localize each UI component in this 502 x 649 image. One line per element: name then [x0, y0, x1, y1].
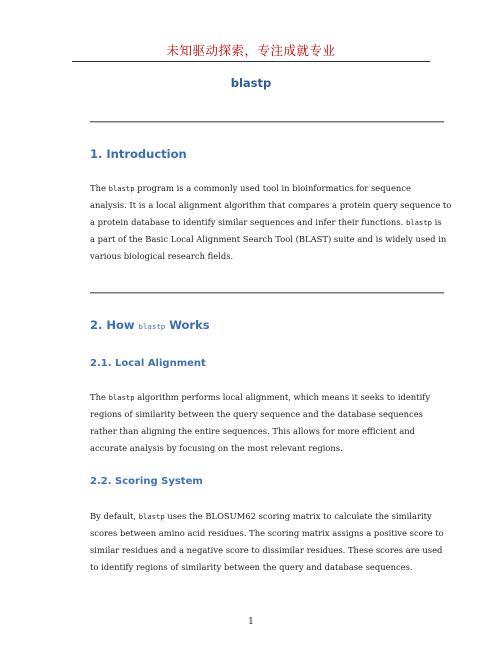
heading-local-alignment: 2.1. Local Alignment: [90, 358, 206, 369]
text-span: is: [431, 217, 442, 227]
text-span: Works: [165, 318, 210, 332]
page-number: 1: [248, 617, 254, 627]
text-line: similar residues and a negative score to dissimilar residues. These scores are used: [90, 545, 443, 555]
text-span: program is a commonly used tool in bioinformatics for sequence: [134, 183, 411, 193]
text-span: algorithm performs local alignment, which means it seeks to identify: [134, 392, 431, 402]
text-line: to identify regions of similarity between the query and database sequences.: [90, 562, 413, 572]
text-line: [90, 214, 446, 231]
inline-code: blastp: [405, 218, 432, 227]
inline-code: blastp: [108, 393, 135, 402]
page-header: 未知驱动探索，专注成就专业: [166, 43, 336, 58]
inline-code: blastp: [138, 322, 166, 331]
heading-how-blastp-works: [90, 318, 210, 332]
text-span: By default,: [90, 511, 139, 521]
text-line: [90, 180, 446, 197]
heading-scoring-system: 2.2. Scoring System: [90, 476, 203, 487]
text-span: 2. How: [90, 318, 139, 332]
text-line: scores between amino acid residues. The scoring matrix assigns a positive score to: [90, 528, 444, 538]
text-line: a part of the Basic Local Alignment Search Tool (BLAST) suite and is widely used in: [90, 234, 447, 244]
document-title: blastp: [230, 76, 272, 90]
text-line: accurate analysis by focusing on the most relevant regions.: [90, 443, 343, 453]
text-span: a protein database to identify similar sequences and infer their functions.: [90, 217, 406, 227]
text-line: rather than aligning the entire sequences. This allows for more efficient and: [90, 426, 416, 436]
scoring-system-paragraph: [90, 508, 446, 576]
section-divider-1: [90, 121, 444, 122]
heading-introduction: 1. Introduction: [90, 147, 187, 161]
section-divider-2: [90, 292, 444, 293]
text-line: various biological research fields.: [90, 251, 234, 261]
text-span: uses the BLOSUM62 scoring matrix to calculate the similarity: [164, 511, 432, 521]
header-divider: [72, 61, 430, 62]
text-line: [90, 389, 446, 406]
local-alignment-paragraph: [90, 389, 446, 457]
text-span: The: [90, 392, 109, 402]
text-line: [90, 508, 446, 525]
inline-code: blastp: [138, 512, 165, 521]
text-line: analysis. It is a local alignment algorithm that compares a protein query sequence to: [90, 200, 452, 210]
text-line: regions of similarity between the query sequence and the database sequences: [90, 409, 423, 419]
intro-paragraph: [90, 180, 452, 265]
inline-code: blastp: [108, 184, 135, 193]
text-span: The: [90, 183, 109, 193]
